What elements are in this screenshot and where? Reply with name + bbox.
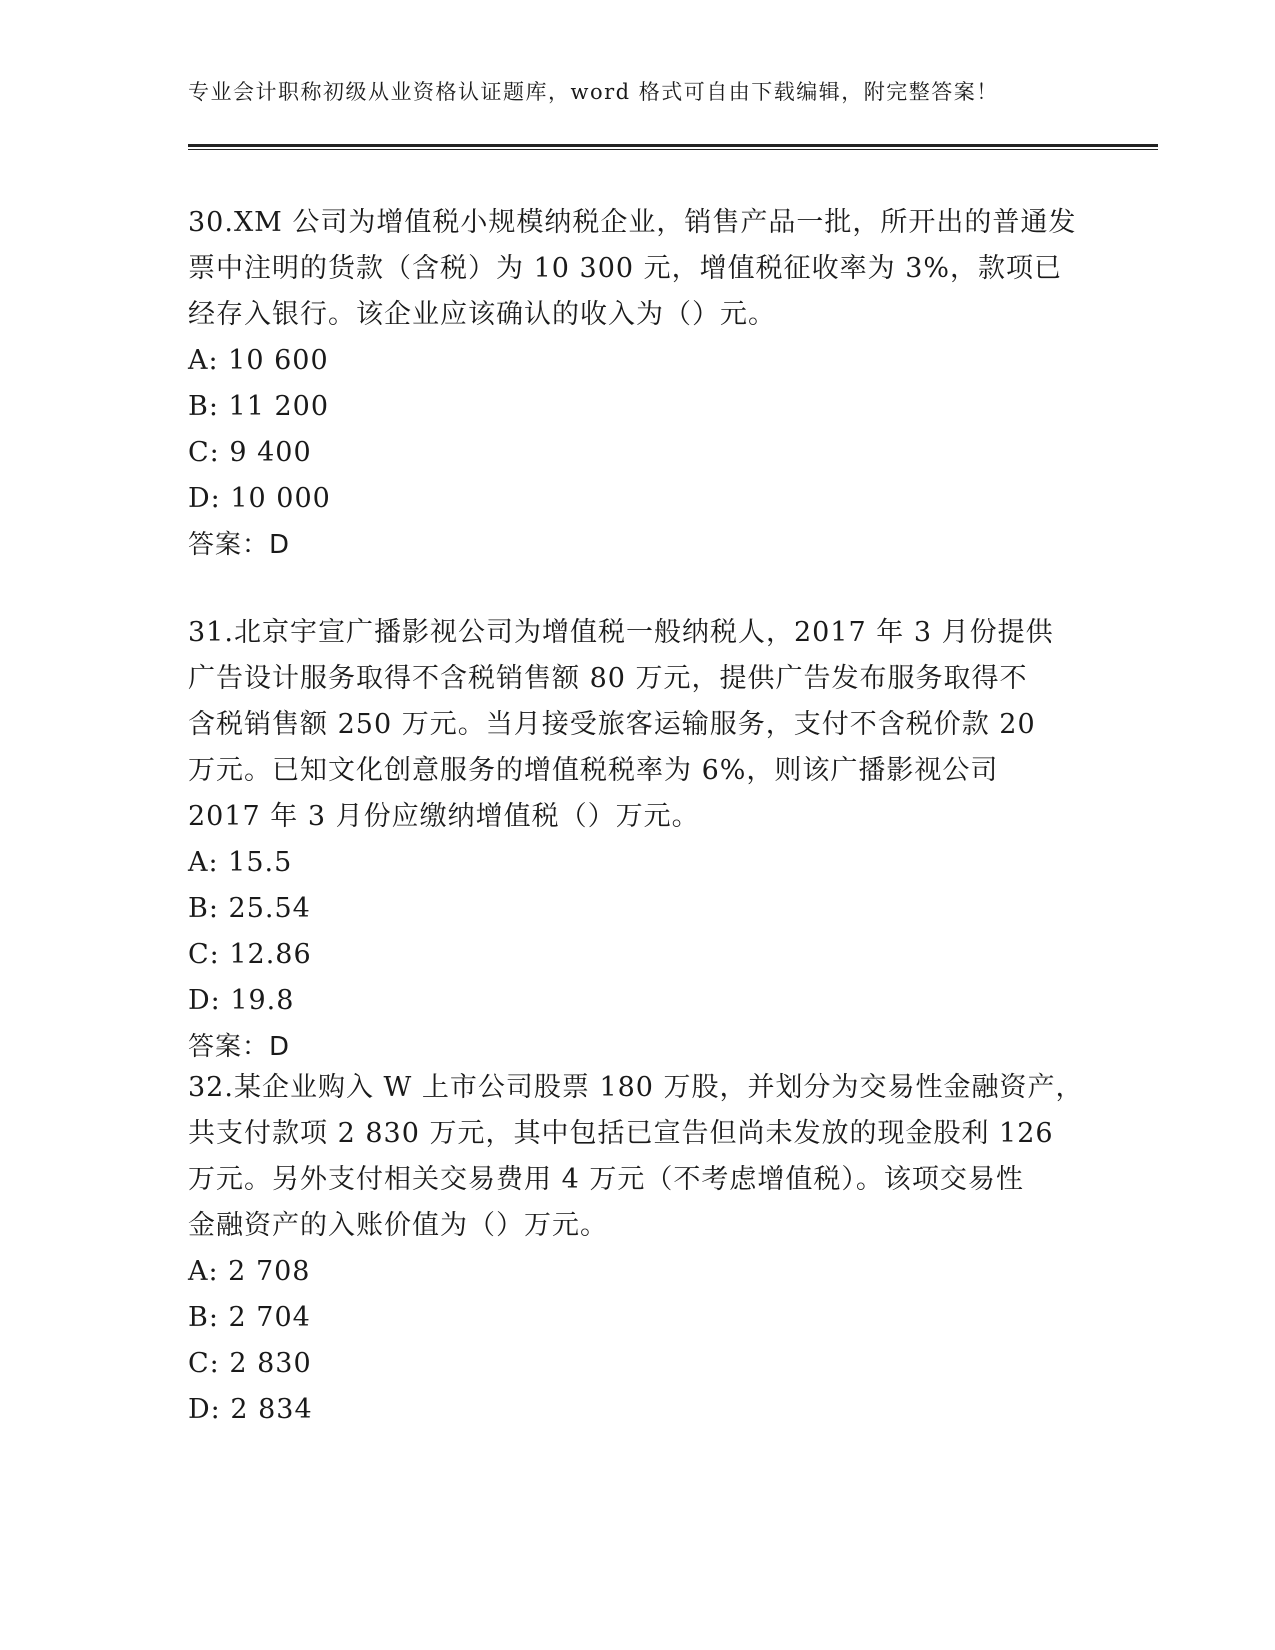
question-32 [188,1065,1088,1433]
option-a: A: 15.5 [188,847,293,878]
page-header: 专业会计职称初级从业资格认证题库，word 格式可自由下载编辑，附完整答案！ [188,80,999,104]
header-divider [188,144,1158,150]
stem-line: 票中注明的货款（含税）为 10 300 元，增值税征收率为 3%，款项已 [188,253,1063,284]
stem-line: 31.北京宇宣广播影视公司为增值税一般纳税人，2017 年 3 月份提供 [188,617,1054,648]
option-c: C: 12.86 [188,939,312,970]
stem-line: 经存入银行。该企业应该确认的收入为（）元。 [188,299,776,330]
option-d: D: 19.8 [188,985,295,1016]
stem-line: 万元。另外支付相关交易费用 4 万元（不考虑增值税）。该项交易性 [188,1164,1024,1195]
question-30 [188,200,1088,568]
stem-line: 32.某企业购入 W 上市公司股票 180 万股，并划分为交易性金融资产， [188,1072,1084,1103]
option-c: C: 2 830 [188,1348,312,1379]
stem-line: 广告设计服务取得不含税销售额 80 万元，提供广告发布服务取得不 [188,663,1028,694]
question-stem [188,1065,1088,1249]
question-stem [188,610,1088,840]
option-a: A: 2 708 [188,1256,311,1287]
stem-line: 2017 年 3 月份应缴纳增值税（）万元。 [188,801,700,832]
stem-line: 共支付款项 2 830 万元，其中包括已宣告但尚未发放的现金股利 126 [188,1118,1054,1149]
option-a: A: 10 600 [188,345,329,376]
option-c: C: 9 400 [188,437,312,468]
option-d: D: 10 000 [188,483,331,514]
stem-line: 含税销售额 250 万元。当月接受旅客运输服务，支付不含税价款 20 [188,709,1036,740]
answer-line: 答案：D [188,530,291,560]
option-b: B: 25.54 [188,893,311,924]
stem-line: 万元。已知文化创意服务的增值税税率为 6%，则该广播影视公司 [188,755,999,786]
option-b: B: 2 704 [188,1302,311,1333]
option-b: B: 11 200 [188,391,329,422]
answer-line: 答案：D [188,1032,291,1062]
question-31 [188,610,1088,1070]
option-d: D: 2 834 [188,1394,313,1425]
stem-line: 金融资产的入账价值为（）万元。 [188,1210,608,1241]
question-stem [188,200,1088,338]
stem-line: 30.XM 公司为增值税小规模纳税企业，销售产品一批，所开出的普通发 [188,207,1077,238]
